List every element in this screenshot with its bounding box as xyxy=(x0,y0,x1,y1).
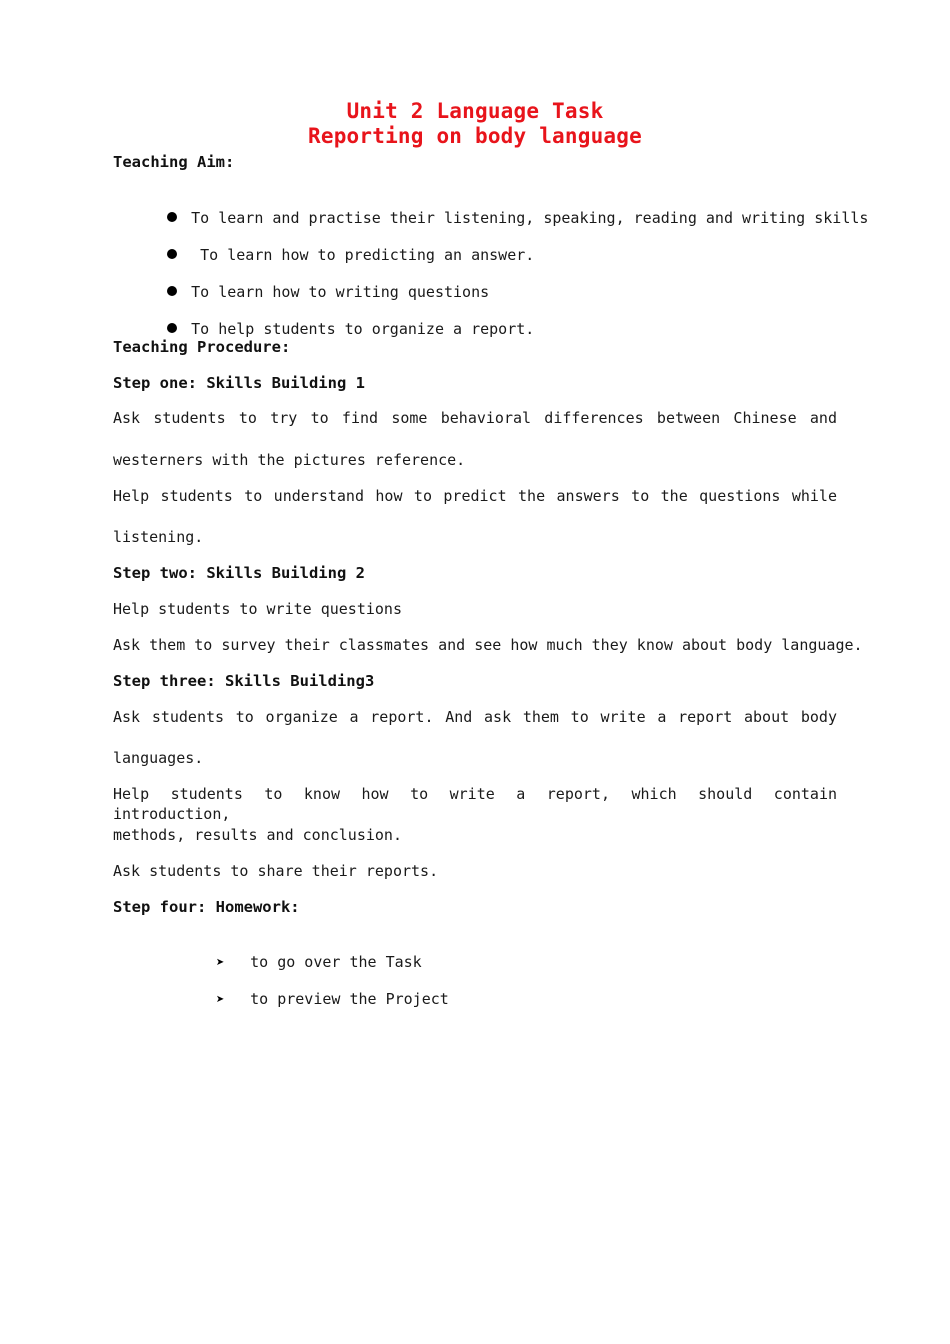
bullet-icon xyxy=(167,249,177,259)
step-two-paragraph-2: Ask them to survey their classmates and see how much they know about body language. xyxy=(113,636,863,654)
aim-bullet-1: To learn and practise their listening, speaking, reading and writing skills xyxy=(131,188,868,248)
step-three-heading: Step three: Skills Building3 xyxy=(113,672,375,690)
step-one-heading: Step one: Skills Building 1 xyxy=(113,374,365,392)
step-four-heading: Step four: Homework: xyxy=(113,898,300,916)
teaching-aim-heading: Teaching Aim: xyxy=(113,153,235,171)
procedure-heading: Teaching Procedure: xyxy=(113,338,291,356)
homework-item-1: ➤ to go over the Task xyxy=(216,953,422,971)
step-three-paragraph-1-line-1: Ask students to organize a report. And ask them to write a report about body xyxy=(113,708,837,726)
step-one-paragraph-2-line-2: listening. xyxy=(113,528,204,546)
aim-bullet-3: To learn how to writing questions xyxy=(131,262,489,322)
step-two-paragraph-1: Help students to write questions xyxy=(113,600,402,618)
step-one-paragraph-1-line-2: westerners with the pictures reference. xyxy=(113,451,466,469)
step-three-paragraph-3: Ask students to share their reports. xyxy=(113,862,439,880)
arrowhead-icon: ➤ xyxy=(216,955,225,971)
document-subtitle: Reporting on body language xyxy=(308,124,642,148)
step-one-paragraph-1-line-1: Ask students to try to find some behavioral differences between Chinese and xyxy=(113,409,837,427)
document-title: Unit 2 Language Task xyxy=(346,99,604,123)
bullet-icon xyxy=(167,286,177,296)
aim-bullet-2: To learn how to predicting an answer. xyxy=(131,225,534,285)
step-one-paragraph-2-line-1: Help students to understand how to predict the answers to the questions while xyxy=(113,487,837,505)
step-three-paragraph-2-line-2: methods, results and conclusion. xyxy=(113,826,402,844)
bullet-icon xyxy=(167,212,177,222)
step-two-heading: Step two: Skills Building 2 xyxy=(113,564,365,582)
step-three-paragraph-2-line-1: Help students to know how to write a report, which should contain introduction, xyxy=(113,785,837,823)
bullet-icon xyxy=(167,323,177,333)
arrowhead-icon: ➤ xyxy=(216,992,225,1008)
step-three-paragraph-1-line-2: languages. xyxy=(113,749,204,767)
homework-item-2: ➤ to preview the Project xyxy=(216,990,449,1008)
aim-bullet-4: To help students to organize a report. xyxy=(131,299,534,359)
